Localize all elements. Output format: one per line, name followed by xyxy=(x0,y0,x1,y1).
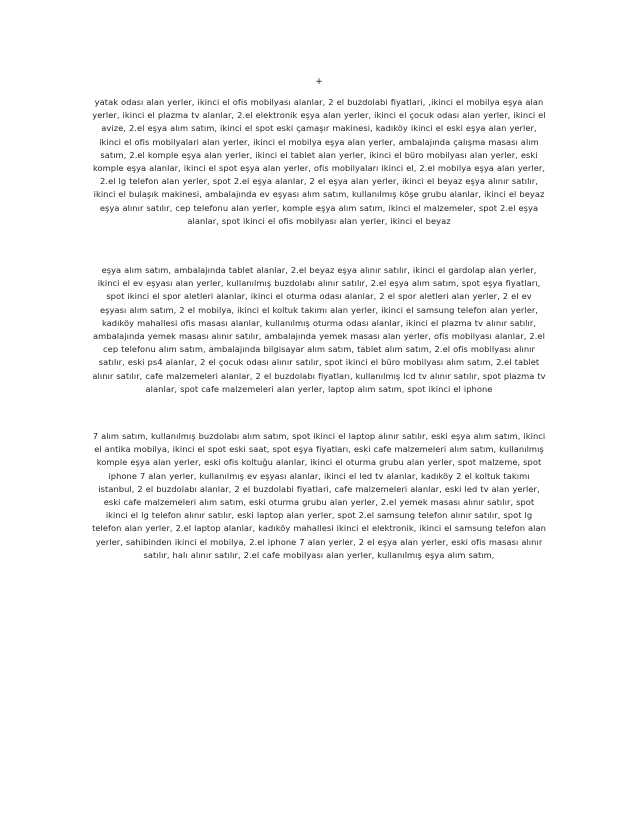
page-header-mark: + xyxy=(315,77,323,87)
paragraph-3-text: 7 alım satım, kullanılmış buzdolabı alım satım, spot ikinci el laptop alınır satılır, eski eşya alım satım, ikinci el antika mobilya, ikinci el spot eski saat, spot eşya fiyatları, eski cafe malzemeleri alım satım, kullanılmış komple eşya alan yerler, eski ofis koltuğu alanlar, ikinci el oturma grubu alan yerler, spot malzeme, spot iphone 7 alan yerler, kullanılmış ev eşyası alanlar, ikinci el led tv alanlar, kadıköy 2 el koltuk takımı istanbul, 2 el buzdolabı alanlar, 2 el buzdolabi fiyatlari, cafe malzemeleri alanlar, eski led tv alan yerler, eski cafe malzemeleri alım satım, eski oturma grubu alan yerler, 2.el yemek masası alınır satılır, spot ikinci el lg telefon alınır satılır, eski laptop alan yerler, spot 2.el samsung telefon alınır satılır, spot lg telefon alan yerler, 2.el laptop alanlar, kadıköy mahallesi ikinci el elektronik, ikinci el samsung telefon alan yerler, sahibinden ikinci el mobilya, 2.el iphone 7 alan yerler, 2 el eşya alan yerler, eski ofis masası alınır satılır, halı alınır satılır, 2.el cafe mobilyası alan yerler, kullanılmış eşya alım satım, xyxy=(92,431,546,560)
paragraph-1 xyxy=(92,96,546,228)
paragraph-2-text: eşya alım satım, ambalajında tablet alanlar, 2.el beyaz eşya alınır satılır, ikinci el gardolap alan yerler, ikinci el ev eşyası alan yerler, kullanılmış buzdolabı alınır satılır, 2.el eşya alım satım, spot eşya fiyatları, spot ikinci el spor aletleri alanlar, ikinci el oturma odası alanlar, 2 el spor aletleri alan yerler, 2 el ev eşyası alım satım, 2 el mobilya, ikinci el koltuk takımı alan yerler, ikinci el samsung telefon alan yerler, kadıköy mahallesi ofis masası alanlar, kullanılmış oturma odası alanlar, ikinci el plazma tv alınır satılır, ambalajında yemek masası alınır satılır, ambalajında yemek masası alan yerler, ofis mobilyası alanlar, 2.el cep telefonu alım satım, ambalajında bilgisayar alım satım, tablet alım satım, 2.el ofis mobilyası alınır satılır, eski ps4 alanlar, 2 el çocuk odası alınır satılır, spot ikinci el büro mobilyası alım satım, 2.el tablet alınır satılır, cafe malzemeleri alanlar, 2 el buzdolabı fiyatları, kullanılmış lcd tv alınır satılır, spot plazma tv alanlar, spot cafe malzemeleri alan yerler, laptop alım satım, spot ikinci el iphone xyxy=(92,265,546,394)
paragraph-2 xyxy=(92,264,546,396)
paragraph-1-text: yatak odası alan yerler, ikinci el ofis mobilyası alanlar, 2 el buzdolabi fiyatlari, ,ikinci el mobilya eşya alan yerler, ikinci el plazma tv alanlar, 2.el elektronik eşya alan yerler, ikinci el çocuk odası alan yerler, ikinci el avize, 2.el eşya alım satım, ikinci el spot eski çamaşır makinesi, kadıköy ikinci el eski eşya alan yerler, ikinci el ofis mobilyalari alan yerler, ikinci el mobilya eşya alan yerler, ambalajında çalışma masası alım satım, 2.el komple eşya alan yerler, ikinci el tablet alan yerler, ikinci el büro mobilyası alan yerler, eski komple eşya alanlar, ikinci el spot eşya alan yerler, ofis mobilyaları ikinci el, 2.el mobilya eşya alan yerler, 2.el lg telefon alan yerler, spot 2.el eşya alanlar, 2 el eşya alan yerler, ikinci el beyaz eşya alınır satılır, ikinci el bulaşık makinesi, ambalajında ev eşyası alım satım, kullanılmış köşe grubu alanlar, ikinci el beyaz eşya alınır satılır, cep telefonu alan yerler, komple eşya alım satım, ikinci el malzemeler, spot 2.el eşya alanlar, spot ikinci el ofis mobilyası alan yerler, ikinci el beyaz xyxy=(92,97,546,226)
paragraph-3 xyxy=(92,430,546,562)
